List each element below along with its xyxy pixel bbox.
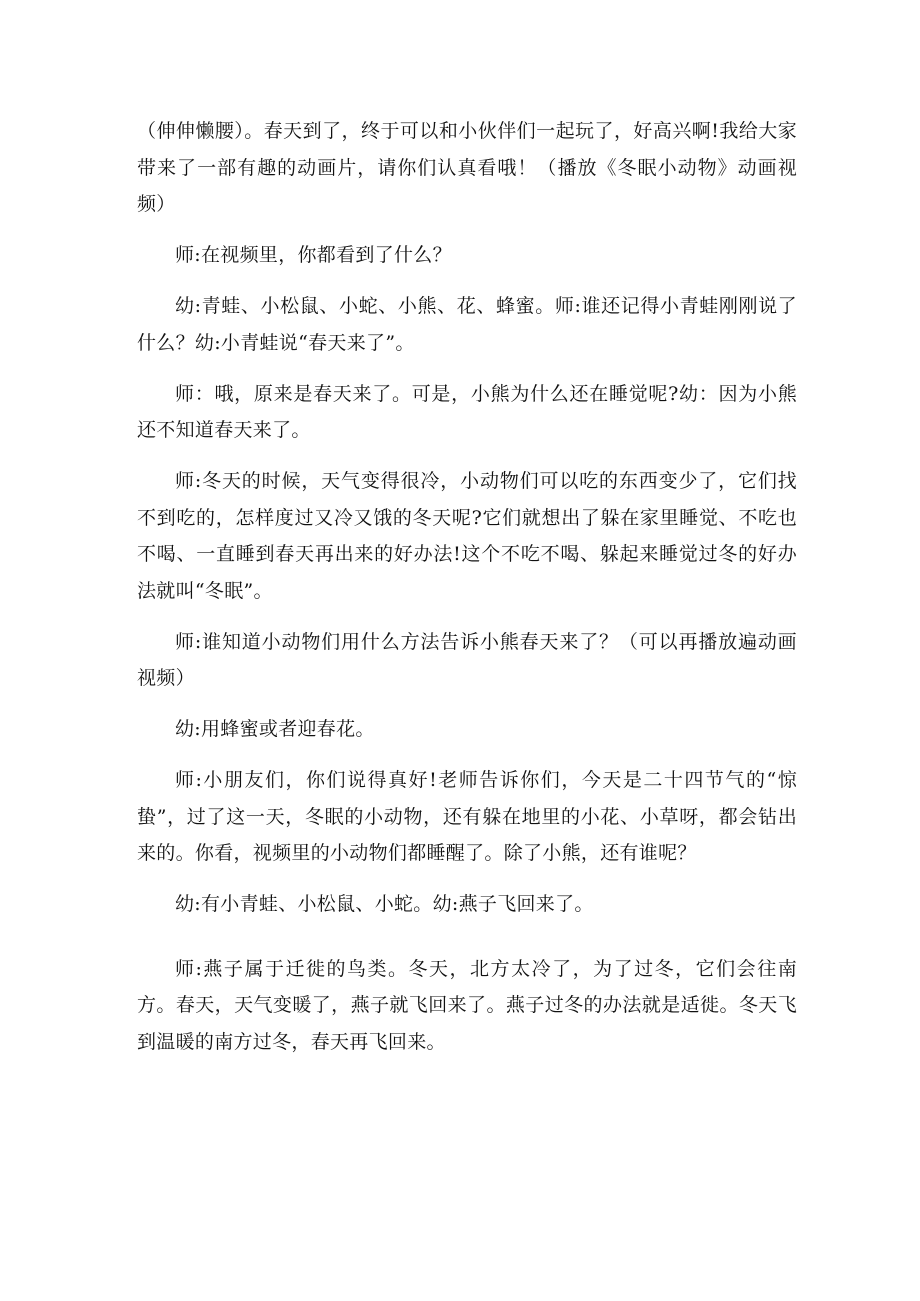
paragraph-child-answer-3: 幼:有小青蛙、小松鼠、小蛇。幼:燕子飞回来了。	[175, 893, 594, 915]
paragraph-intro: （伸伸懒腰）。春天到了，终于可以和小伙伴们一起玩了，好高兴啊!我给大家带来了一部有趣的动画片，请你们认真看哦！（播放《冬眠小动物》动画视频）	[137, 120, 797, 215]
paragraph-teacher-migration: 师:燕子属于迁徙的鸟类。冬天，北方太冷了，为了过冬，它们会往南方。春天，天气变暖了，燕子就飞回来了。燕子过冬的办法就是适徙。冬天飞到温暖的南方过冬，春天再飞回来。	[137, 957, 797, 1053]
paragraph-child-answer-1: 幼:青蛙、小松鼠、小蛇、小熊、花、蜂蜜。师:谁还记得小青蛙刚刚说了什么？幼:小青蛙说“春天来了”。	[137, 295, 797, 354]
paragraph-teacher-question-1: 师:在视频里，你都看到了什么？	[175, 244, 452, 266]
paragraph-teacher-question-3: 师:谁知道小动物们用什么方法告诉小熊春天来了？（可以再播放遍动画视频）	[137, 630, 797, 689]
paragraph-teacher-explain-hibernation: 师:冬天的时候，天气变得很冷，小动物们可以吃的东西变少了，它们找不到吃的，怎样度过又冷又饿的冬天呢?它们就想出了躲在家里睡觉、不吃也不喝、一直睡到春天再出来的好办法!这个不吃不喝、躲起来睡觉过冬的好办法就叫“冬眠”。	[137, 470, 797, 602]
paragraph-child-answer-2: 幼:用蜂蜜或者迎春花。	[175, 718, 375, 740]
paragraph-teacher-question-2: 师：哦，原来是春天来了。可是，小熊为什么还在睡觉呢?幼：因为小熊还不知道春天来了。	[137, 382, 797, 441]
document-body	[137, 113, 797, 1075]
paragraph-teacher-jingzhe: 师:小朋友们，你们说得真好!老师告诉你们，今天是二十四节气的“惊蛰”，过了这一天，冬眠的小动物，还有躲在地里的小花、小草呀，都会钻出来的。你看，视频里的小动物们都睡醒了。除了小熊，还有谁呢？	[137, 769, 797, 864]
